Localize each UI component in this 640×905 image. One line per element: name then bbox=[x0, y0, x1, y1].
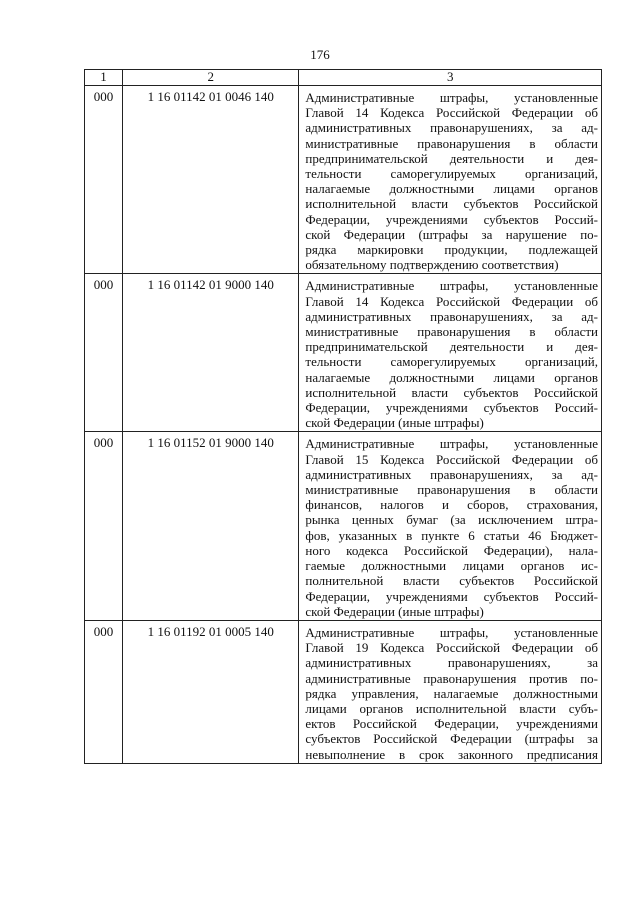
table-body bbox=[85, 86, 602, 764]
description-line: рядка маркировки продукции, подлежащей bbox=[305, 242, 598, 258]
table-row bbox=[85, 620, 602, 763]
budget-classification-code-cell: 1 16 01192 01 0005 140 bbox=[123, 620, 299, 763]
revenue-description-cell bbox=[299, 86, 602, 274]
description-line: административных правонарушениях, за ад- bbox=[305, 466, 598, 482]
page-number: 176 bbox=[310, 47, 330, 62]
description-line: административных правонарушениях, за bbox=[305, 655, 598, 671]
description-line: министративные правонарушения в области bbox=[305, 135, 598, 151]
admin-code-cell: 000 bbox=[85, 432, 123, 620]
description-line: предпринимательской деятельности и дея- bbox=[305, 339, 598, 355]
description-line: ской Федерации (иные штрафы) bbox=[305, 603, 484, 619]
description-line: фов, указанных в пункте 6 статьи 46 Бюджет- bbox=[305, 527, 598, 543]
table-header-row bbox=[85, 70, 602, 86]
description-line: Административные штрафы, установленные bbox=[305, 624, 598, 640]
description-line: министративные правонарушения в области bbox=[305, 324, 598, 340]
description-line: исполнительной власти субъектов Российской bbox=[305, 384, 598, 400]
description-line: лицами органов исполнительной власти субъ- bbox=[305, 700, 598, 716]
table-row bbox=[85, 274, 602, 432]
revenue-description-cell bbox=[299, 274, 602, 432]
description-line: административных правонарушениях, за ад- bbox=[305, 308, 598, 324]
description-line: Федерации, учреждениями субъектов Россий- bbox=[305, 400, 598, 416]
description-line: субъектов Российской Федерации (штрафы за bbox=[305, 731, 598, 747]
description-line: рынка ценных бумаг (за исключением штра- bbox=[305, 512, 598, 528]
budget-codes-table bbox=[84, 69, 602, 764]
column-header-1: 1 bbox=[85, 70, 123, 86]
description-line: гаемые должностными лицами органов ис- bbox=[305, 558, 598, 574]
description-line: тельности саморегулируемых организаций, bbox=[305, 166, 598, 182]
column-header-3: 3 bbox=[299, 70, 602, 86]
description-line: финансов, налогов и сборов, страхования, bbox=[305, 497, 598, 513]
table-row bbox=[85, 432, 602, 620]
description-line: Административные штрафы, установленные bbox=[305, 436, 598, 452]
description-line: Главой 19 Кодекса Российской Федерации об bbox=[305, 640, 598, 656]
admin-code-cell: 000 bbox=[85, 86, 123, 274]
description-line: невыполнение в срок законного предписания bbox=[305, 746, 598, 762]
description-line: ской Федерации (иные штрафы) bbox=[305, 415, 484, 431]
description-line: тельности саморегулируемых организаций, bbox=[305, 354, 598, 370]
description-line: полнительной власти субъектов Российской bbox=[305, 573, 598, 589]
admin-code-cell: 000 bbox=[85, 620, 123, 763]
description-line: исполнительной власти субъектов Российской bbox=[305, 196, 598, 212]
revenue-description-cell bbox=[299, 620, 602, 763]
description-line: Федерации, учреждениями субъектов Россий- bbox=[305, 588, 598, 604]
description-line: Федерации, учреждениями субъектов Россий- bbox=[305, 211, 598, 227]
description-line: Главой 14 Кодекса Российской Федерации об bbox=[305, 105, 598, 121]
revenue-description-cell bbox=[299, 432, 602, 620]
description-line: административных правонарушениях, за ад- bbox=[305, 120, 598, 136]
description-line: рядка управления, налагаемые должностными bbox=[305, 685, 598, 701]
budget-classification-code-cell: 1 16 01142 01 0046 140 bbox=[123, 86, 299, 274]
description-line: Административные штрафы, установленные bbox=[305, 90, 598, 105]
description-line: административные правонарушения против по- bbox=[305, 670, 598, 686]
budget-classification-code-cell: 1 16 01152 01 9000 140 bbox=[123, 432, 299, 620]
description-line: Главой 15 Кодекса Российской Федерации об bbox=[305, 451, 598, 467]
description-line: обязательному подтверждению соответствия) bbox=[305, 257, 559, 273]
description-line: Административные штрафы, установленные bbox=[305, 278, 598, 294]
description-line: ектов Российской Федерации, учреждениями bbox=[305, 716, 598, 732]
description-line: налагаемые должностными лицами органов bbox=[305, 181, 598, 197]
description-line: Главой 14 Кодекса Российской Федерации об bbox=[305, 293, 598, 309]
admin-code-cell: 000 bbox=[85, 274, 123, 432]
table-row bbox=[85, 86, 602, 274]
description-line: ской Федерации (штрафы за нарушение по- bbox=[305, 226, 598, 242]
description-line: налагаемые должностными лицами органов bbox=[305, 369, 598, 385]
description-line: министративные правонарушения в области bbox=[305, 482, 598, 498]
description-line: предпринимательской деятельности и дея- bbox=[305, 150, 598, 166]
column-header-2: 2 bbox=[123, 70, 299, 86]
description-line: ного кодекса Российской Федерации), нала- bbox=[305, 542, 598, 558]
budget-classification-code-cell: 1 16 01142 01 9000 140 bbox=[123, 274, 299, 432]
